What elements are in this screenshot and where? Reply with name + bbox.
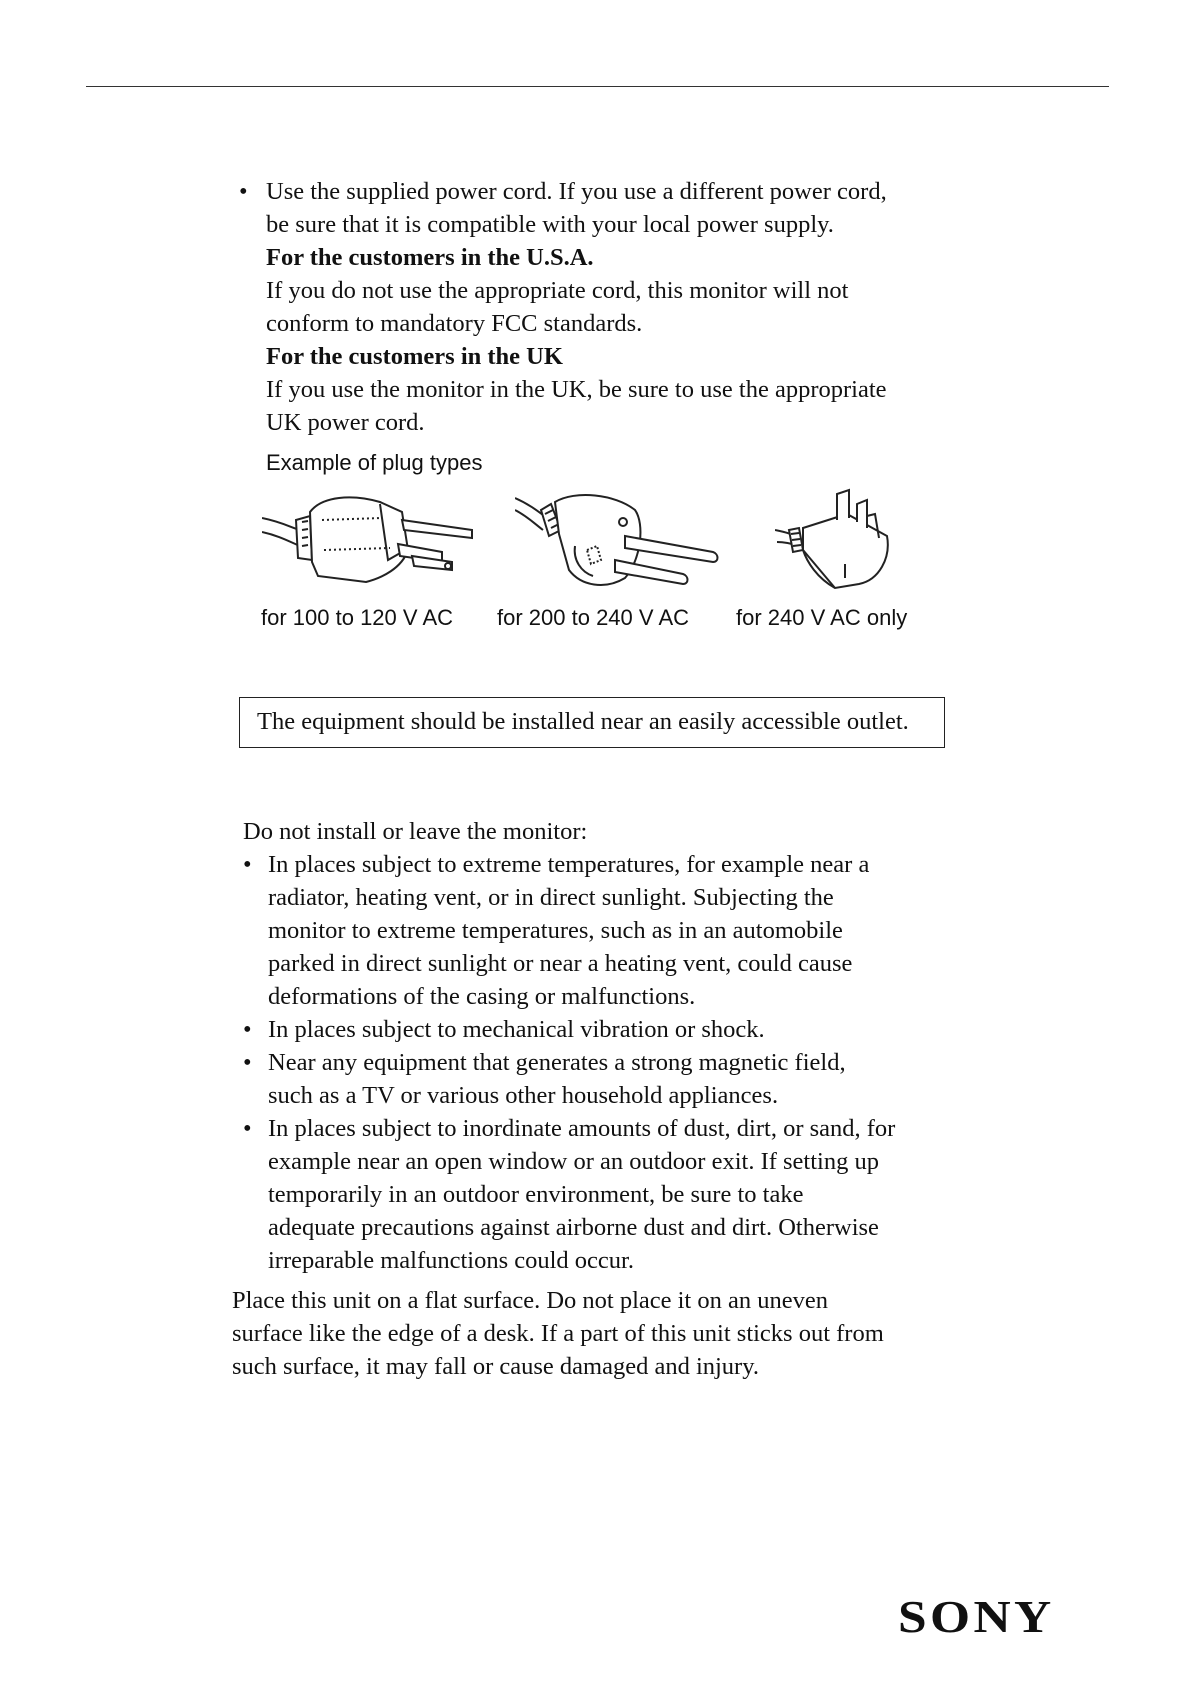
list-item: [243, 1112, 963, 1277]
bullet-dot: •: [243, 851, 252, 878]
power-cord-bullet: [239, 175, 966, 439]
list-item-line: In places subject to inordinate amounts of dust, dirt, or sand, for: [268, 1115, 896, 1142]
bullet-dot: •: [239, 178, 248, 205]
list-item-line: parked in direct sunlight or near a heating vent, could cause: [268, 950, 853, 977]
installation-intro: Do not install or leave the monitor:: [243, 818, 588, 845]
list-item-line: irreparable malfunctions could occur.: [268, 1247, 634, 1274]
list-item-line: monitor to extreme temperatures, such as in an automobile: [268, 917, 843, 944]
uk-plug-illustration: [775, 488, 905, 596]
usa-line-2: conform to mandatory FCC standards.: [266, 310, 643, 337]
list-item-line: Near any equipment that generates a strong magnetic field,: [268, 1049, 846, 1076]
list-item-line: deformations of the casing or malfunctions.: [268, 983, 696, 1010]
euro-plug-illustration: [515, 490, 725, 598]
list-item-line: example near an open window or an outdoor exit. If setting up: [268, 1148, 879, 1175]
list-item: [243, 1013, 963, 1046]
uk-line-2: UK power cord.: [266, 409, 425, 436]
installation-list: [243, 848, 963, 1277]
list-item-line: such as a TV or various other household appliances.: [268, 1082, 779, 1109]
usa-heading: For the customers in the U.S.A.: [266, 244, 594, 271]
power-cord-line-1: Use the supplied power cord. If you use a different power cord,: [266, 178, 887, 205]
list-item: [243, 1046, 963, 1112]
list-item-line: In places subject to mechanical vibration or shock.: [268, 1016, 765, 1043]
uk-heading: For the customers in the UK: [266, 343, 563, 370]
list-item-line: temporarily in an outdoor environment, be sure to take: [268, 1181, 804, 1208]
plug-caption-uk: for 240 V AC only: [736, 605, 908, 630]
plug-caption-us: for 100 to 120 V AC: [261, 605, 454, 630]
flat-surface-line: surface like the edge of a desk. If a part of this unit sticks out from: [232, 1320, 884, 1347]
bullet-dot: •: [243, 1115, 252, 1142]
list-item: [243, 848, 963, 1013]
plug-caption-euro: for 200 to 240 V AC: [497, 605, 690, 630]
installation-warnings-section: [243, 815, 963, 1277]
outlet-notice-box: The equipment should be installed near an easily accessible outlet.: [239, 697, 945, 748]
us-plug-illustration: [262, 490, 480, 598]
flat-surface-section: [232, 1284, 962, 1383]
bullet-dot: •: [243, 1049, 252, 1076]
uk-line-1: If you use the monitor in the UK, be sure to use the appropriate: [266, 376, 887, 403]
list-item-line: In places subject to extreme temperatures, for example near a: [268, 851, 870, 878]
plug-figure-title: Example of plug types: [266, 450, 483, 475]
power-cord-section: [239, 175, 966, 439]
flat-surface-line: such surface, it may fall or cause damaged and injury.: [232, 1353, 760, 1380]
list-item-line: radiator, heating vent, or in direct sunlight. Subjecting the: [268, 884, 834, 911]
flat-surface-line: Place this unit on a flat surface. Do not place it on an uneven: [232, 1287, 828, 1314]
usa-line-1: If you do not use the appropriate cord, this monitor will not: [266, 277, 849, 304]
bullet-dot: •: [243, 1016, 252, 1043]
list-item-line: adequate precautions against airborne dust and dirt. Otherwise: [268, 1214, 879, 1241]
header-rule: [86, 86, 1109, 87]
sony-logo: SONY: [898, 1591, 1055, 1642]
power-cord-line-2: be sure that it is compatible with your local power supply.: [266, 211, 834, 238]
